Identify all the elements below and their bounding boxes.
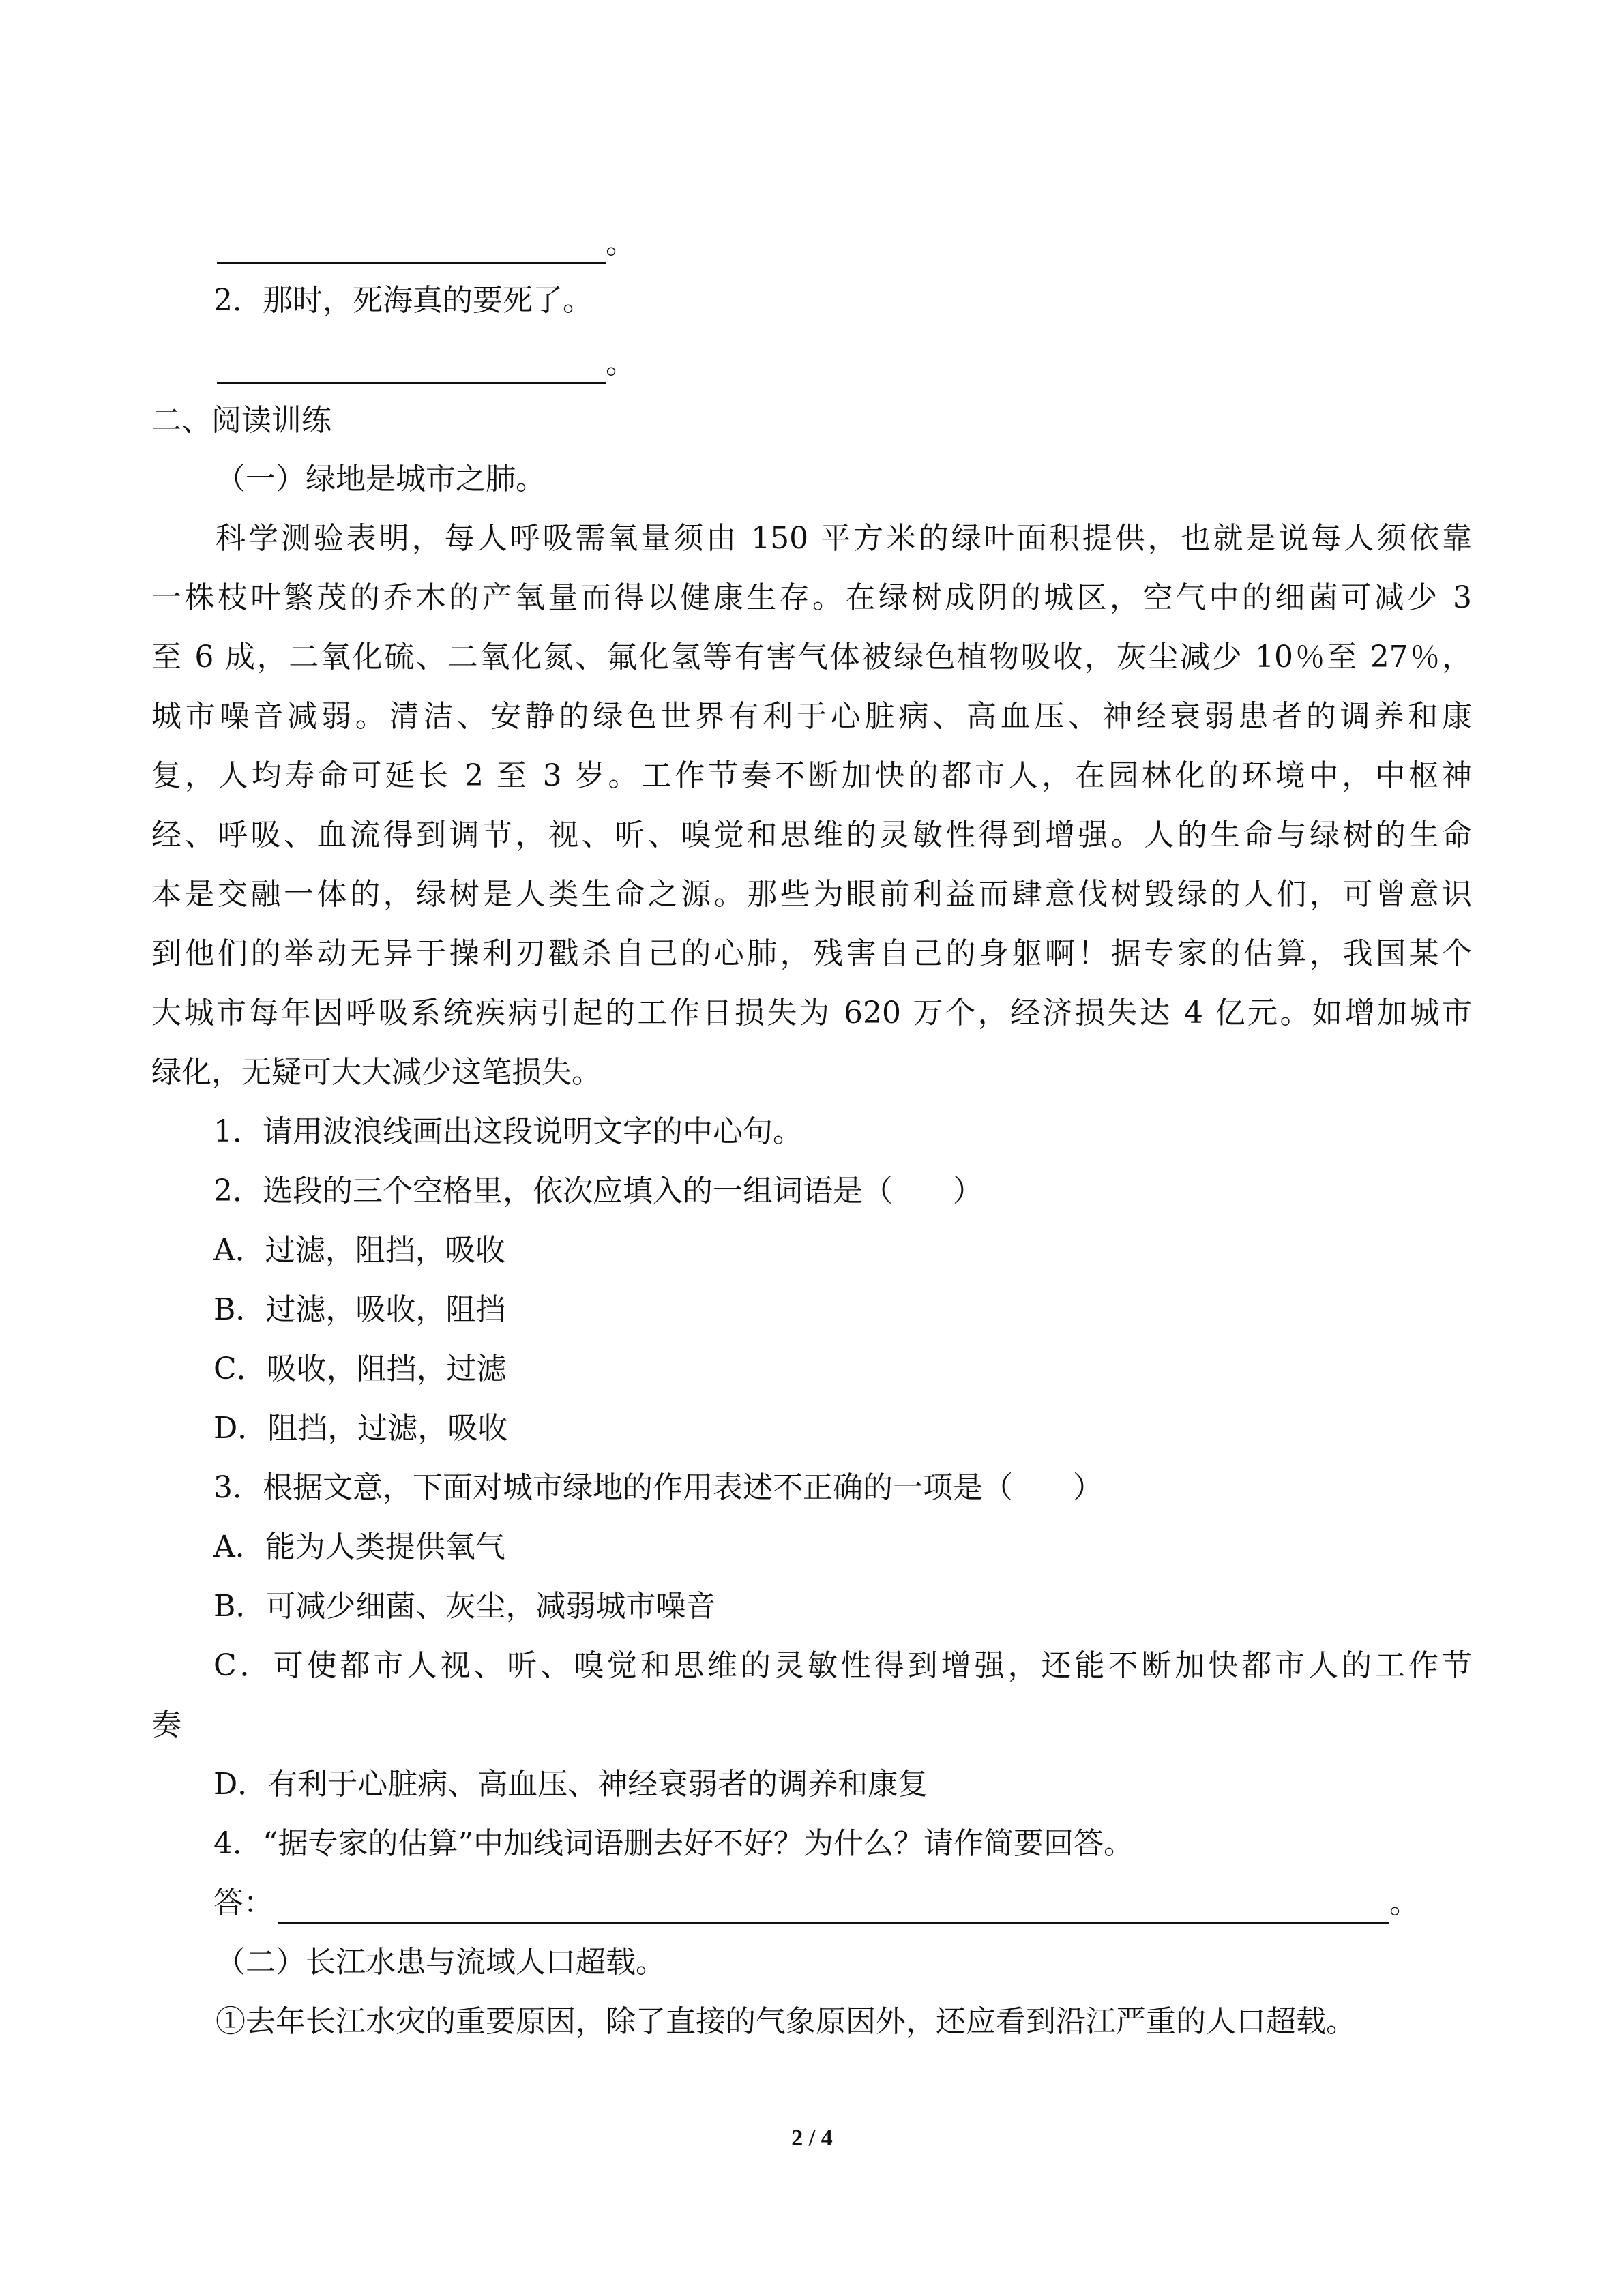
answer-line-1[interactable] [217, 223, 636, 264]
question-3-option-c-cont: 奏 [151, 1708, 181, 1742]
answer-line-2[interactable] [217, 343, 636, 384]
answer-line-end: 。 [606, 346, 636, 381]
part1-question-2: 2．那时，死海真的要死了。 [213, 283, 593, 318]
answer-line-end: 。 [1389, 1885, 1419, 1920]
question-3-stem: 3．根据文意，下面对城市绿地的作用表述不正确的一项是（ ） [213, 1470, 1103, 1505]
passage-line: 到他们的举动无异于操利刃戳杀自己的心肺，残害自己的身躯啊！据专家的估算，我国某个 [151, 936, 1472, 971]
section2-title: （二）长江水患与流域人口超载。 [216, 1945, 666, 1980]
section-heading: 二、阅读训练 [151, 403, 331, 438]
question-4-stem: 4．“据专家的估算”中加线词语删去好不好？为什么？请作简要回答。 [213, 1826, 1134, 1861]
passage-line: 科学测验表明，每人呼吸需氧量须由 150 平方米的绿叶面积提供，也就是说每人须依靠 [216, 521, 1472, 556]
passage-line: 城市噪音减弱。清洁、安静的绿色世界有利于心脏病、高血压、神经衰弱患者的调养和康 [151, 699, 1472, 734]
answer-blank[interactable] [217, 235, 606, 264]
answer-label: 答： [213, 1885, 274, 1920]
page-number: 2 / 4 [791, 2126, 833, 2151]
question-2-stem: 2．选段的三个空格里，依次应填入的一组词语是（ ） [213, 1174, 983, 1208]
passage-line: 一株枝叶繁茂的乔木的产氧量而得以健康生存。在绿树成阴的城区，空气中的细菌可减少 3 [151, 580, 1472, 615]
question-3-option-c: C．可使都市人视、听、嗅觉和思维的灵敏性得到增强，还能不断加快都市人的工作节 [213, 1648, 1472, 1683]
passage-line: 经、呼吸、血流得到调节，视、听、嗅觉和思维的灵敏性得到增强。人的生命与绿树的生命 [151, 818, 1472, 852]
section1-title: （一）绿地是城市之肺。 [216, 462, 546, 496]
passage-line: 至 6 成，二氧化硫、二氧化氮、氟化氢等有害气体被绿色植物吸收，灰尘减少 10％至 27％， [151, 640, 1472, 674]
question-2-option-b: B．过滤，吸收，阻挡 [213, 1292, 506, 1327]
passage-line: 复，人均寿命可延长 2 至 3 岁。工作节奏不断加快的都市人，在园林化的环境中，中枢神 [151, 758, 1472, 793]
passage-line: 大城市每年因呼吸系统疾病引起的工作日损失为 620 万个，经济损失达 4 亿元。如增加城市 [151, 996, 1472, 1030]
passage-line: 本是交融一体的，绿树是人类生命之源。那些为眼前利益而肆意伐树毁绿的人们，可曾意识 [151, 877, 1472, 912]
answer-line-end: 。 [606, 226, 636, 260]
section2-paragraph-1: ①去年长江水灾的重要原因，除了直接的气象原因外，还应看到沿江严重的人口超载。 [216, 2004, 1356, 2039]
question-3-option-b: B．可减少细菌、灰尘，减弱城市噪音 [213, 1589, 716, 1624]
answer-blank[interactable] [278, 1894, 1389, 1924]
answer-blank[interactable] [217, 355, 606, 384]
question-2-option-a: A．过滤，阻挡，吸收 [213, 1233, 505, 1268]
question-3-option-d: D．有利于心脏病、高血压、神经衰弱者的调养和康复 [213, 1767, 928, 1802]
question-4-answer-line[interactable] [213, 1883, 1419, 1924]
question-1: 1．请用波浪线画出这段说明文字的中心句。 [213, 1114, 803, 1149]
passage-line: 绿化，无疑可大大减少这笔损失。 [151, 1055, 602, 1090]
question-2-option-d: D．阻挡，过滤，吸收 [213, 1411, 508, 1446]
question-2-option-c: C．吸收，阻挡，过滤 [213, 1352, 507, 1386]
question-3-option-a: A．能为人类提供氧气 [213, 1530, 505, 1564]
